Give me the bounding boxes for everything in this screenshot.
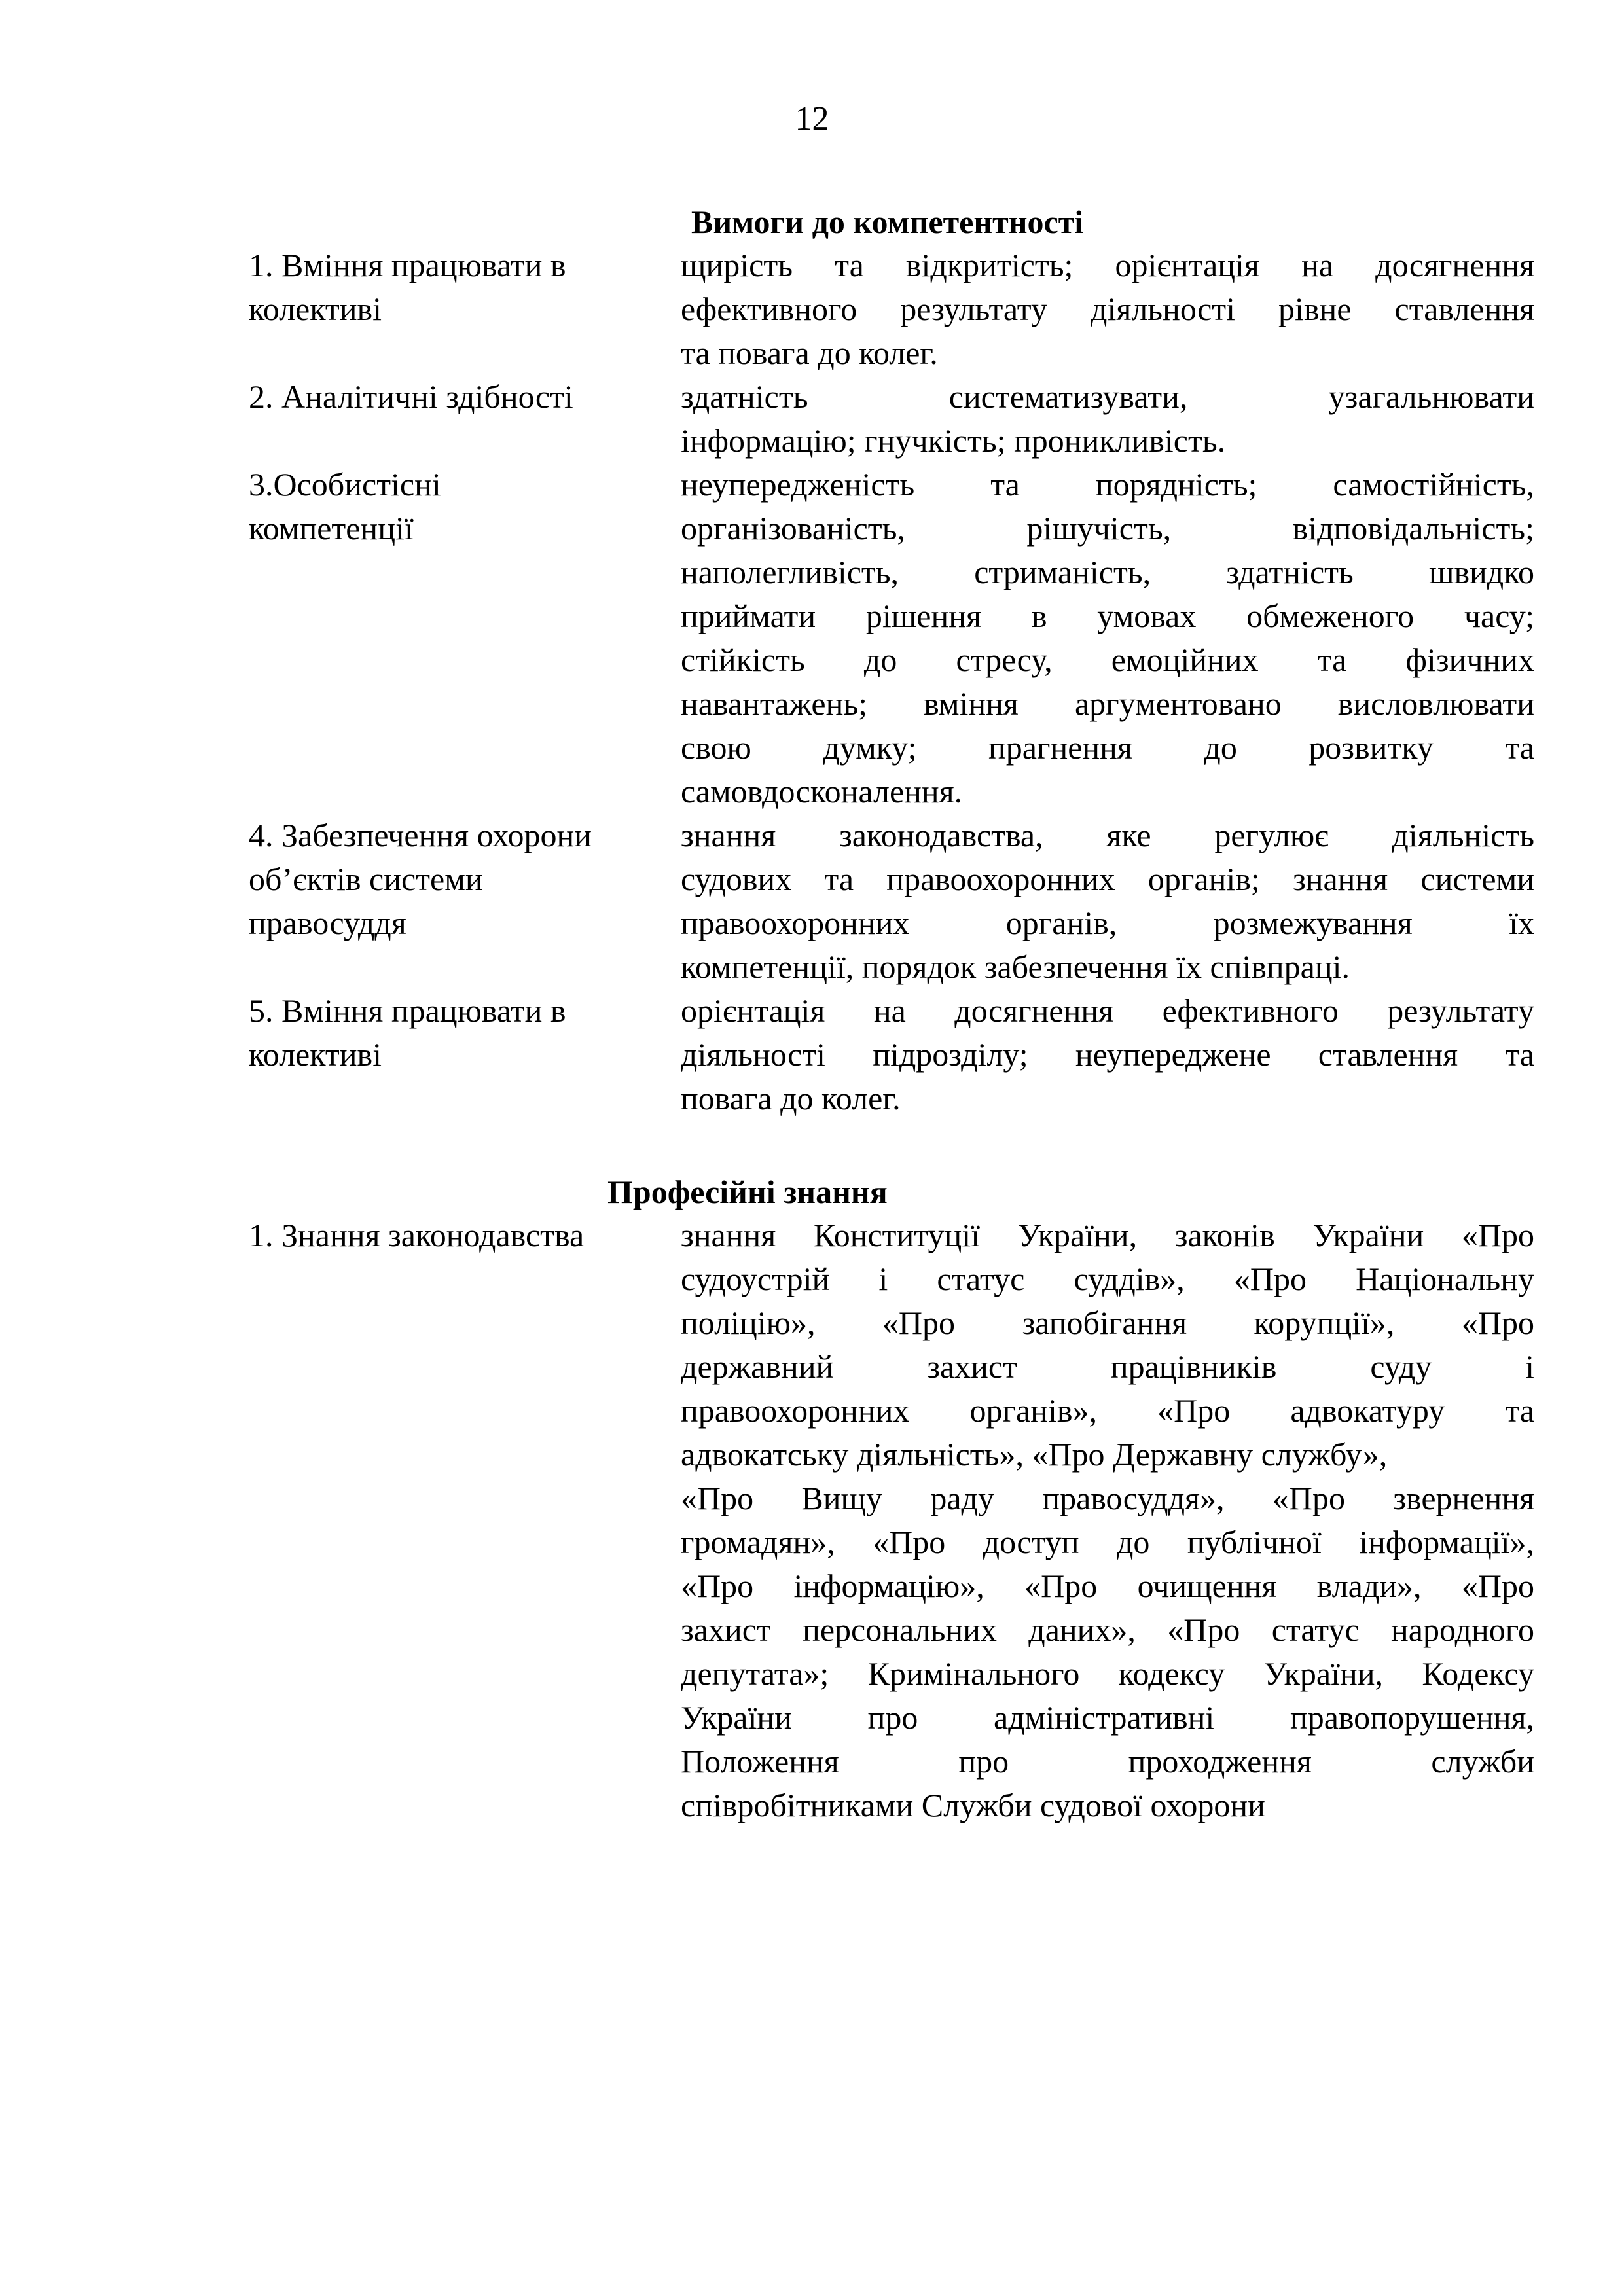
requirement-description-line: судових та правоохоронних органів; знання системи	[681, 861, 1534, 897]
requirement-label-line: 3.Особистісні	[249, 466, 441, 503]
requirement-description-line: орієнтація на досягнення ефективного результату	[681, 992, 1534, 1029]
professional-knowledge-table	[249, 1213, 1538, 1827]
requirement-description-line: щирість та відкритість; орієнтація на досягнення	[681, 247, 1534, 283]
requirement-row	[249, 1213, 1538, 1827]
requirement-description-line: діяльності підрозділу; неупереджене ставлення та	[681, 1036, 1534, 1073]
page-number: 12	[795, 100, 829, 137]
requirement-label-line: колективі	[249, 291, 382, 327]
requirement-label-line: 4. Забезпечення охорони	[249, 817, 592, 853]
requirement-row	[249, 989, 1538, 1121]
requirement-description-line: неупередженість та порядність; самостійність,	[681, 466, 1534, 503]
requirement-description-line: знання Конституції України, законів України «Про	[681, 1217, 1534, 1253]
requirement-description-line: правоохоронних органів», «Про адвокатуру та	[681, 1392, 1534, 1429]
requirement-description-line: захист персональних даних», «Про статус народного	[681, 1611, 1534, 1648]
requirement-description	[681, 463, 1534, 814]
requirement-label-line: компетенції	[249, 510, 414, 547]
competence-requirements-section	[249, 200, 1538, 1121]
requirement-label-line: 2. Аналітичні здібності	[249, 378, 573, 415]
requirement-description	[681, 989, 1534, 1121]
requirement-label-line: 1. Знання законодавства	[249, 1217, 585, 1253]
requirement-description-line: інформацію; гнучкість; проникливість.	[681, 422, 1226, 459]
requirement-label	[249, 814, 681, 945]
competence-requirements-title: Вимоги до компетентності	[691, 204, 1084, 240]
requirement-description-line: здатність систематизувати, узагальнювати	[681, 378, 1534, 415]
competence-requirements-table	[249, 243, 1538, 1121]
requirement-description-line: громадян», «Про доступ до публічної інформації»,	[681, 1524, 1534, 1560]
requirement-description-line: стійкість до стресу, емоційних та фізичних	[681, 641, 1534, 678]
requirement-label-line: колективі	[249, 1036, 382, 1073]
requirement-label-line: 1. Вміння працювати в	[249, 247, 566, 283]
requirement-label-line: правосуддя	[249, 905, 406, 941]
requirement-description	[681, 1213, 1534, 1827]
professional-knowledge-title: Професійні знання	[607, 1174, 888, 1210]
requirement-description-line: повага до колег.	[681, 1080, 901, 1117]
requirement-label	[249, 1213, 681, 1257]
requirement-description-line: «Про Вищу раду правосуддя», «Про звернення	[681, 1480, 1534, 1516]
requirement-description-line: та повага до колег.	[681, 334, 938, 371]
requirement-description-line: організованість, рішучість, відповідальність;	[681, 510, 1534, 547]
requirement-row	[249, 375, 1538, 463]
requirement-description-line: Положення про проходження служби	[681, 1743, 1534, 1780]
requirement-description-line: співробітниками Служби судової охорони	[681, 1787, 1265, 1823]
professional-knowledge-section	[249, 1170, 1538, 1827]
requirement-row	[249, 463, 1538, 814]
requirement-description-line: судоустрій і статус суддів», «Про Національну	[681, 1261, 1534, 1297]
requirement-description-line: ефективного результату діяльності рівне ставлення	[681, 291, 1534, 327]
requirement-description-line: поліцію», «Про запобігання корупції», «Про	[681, 1304, 1534, 1341]
requirement-description	[681, 814, 1534, 989]
requirement-row	[249, 814, 1538, 989]
requirement-label	[249, 375, 681, 419]
requirement-label	[249, 463, 681, 550]
requirement-description-line: «Про інформацію», «Про очищення влади», «Про	[681, 1568, 1534, 1604]
requirement-label-line: об’єктів системи	[249, 861, 483, 897]
requirement-description-line: наполегливість, стриманість, здатність швидко	[681, 554, 1534, 590]
requirement-description-line: приймати рішення в умовах обмеженого часу;	[681, 598, 1534, 634]
requirement-description-line: депутата»; Кримінального кодексу України, Кодексу	[681, 1655, 1534, 1692]
requirement-label	[249, 989, 681, 1077]
requirement-description-line: державний захист працівників суду і	[681, 1348, 1534, 1385]
requirement-description-line: адвокатську діяльність», «Про Державну службу»,	[681, 1436, 1388, 1473]
requirement-description-line: знання законодавства, яке регулює діяльність	[681, 817, 1534, 853]
requirement-description-line: України про адміністративні правопорушення,	[681, 1699, 1534, 1736]
requirement-description	[681, 375, 1534, 463]
requirement-description-line: самовдосконалення.	[681, 773, 963, 810]
requirement-description-line: свою думку; прагнення до розвитку та	[681, 729, 1534, 766]
requirement-description-line: навантажень; вміння аргументовано висловлювати	[681, 685, 1534, 722]
requirement-label	[249, 243, 681, 331]
requirement-description-line: правоохоронних органів, розмежування їх	[681, 905, 1534, 941]
requirement-label-line: 5. Вміння працювати в	[249, 992, 566, 1029]
requirement-description	[681, 243, 1534, 375]
requirement-row	[249, 243, 1538, 375]
requirement-description-line: компетенції, порядок забезпечення їх співпраці.	[681, 948, 1350, 985]
